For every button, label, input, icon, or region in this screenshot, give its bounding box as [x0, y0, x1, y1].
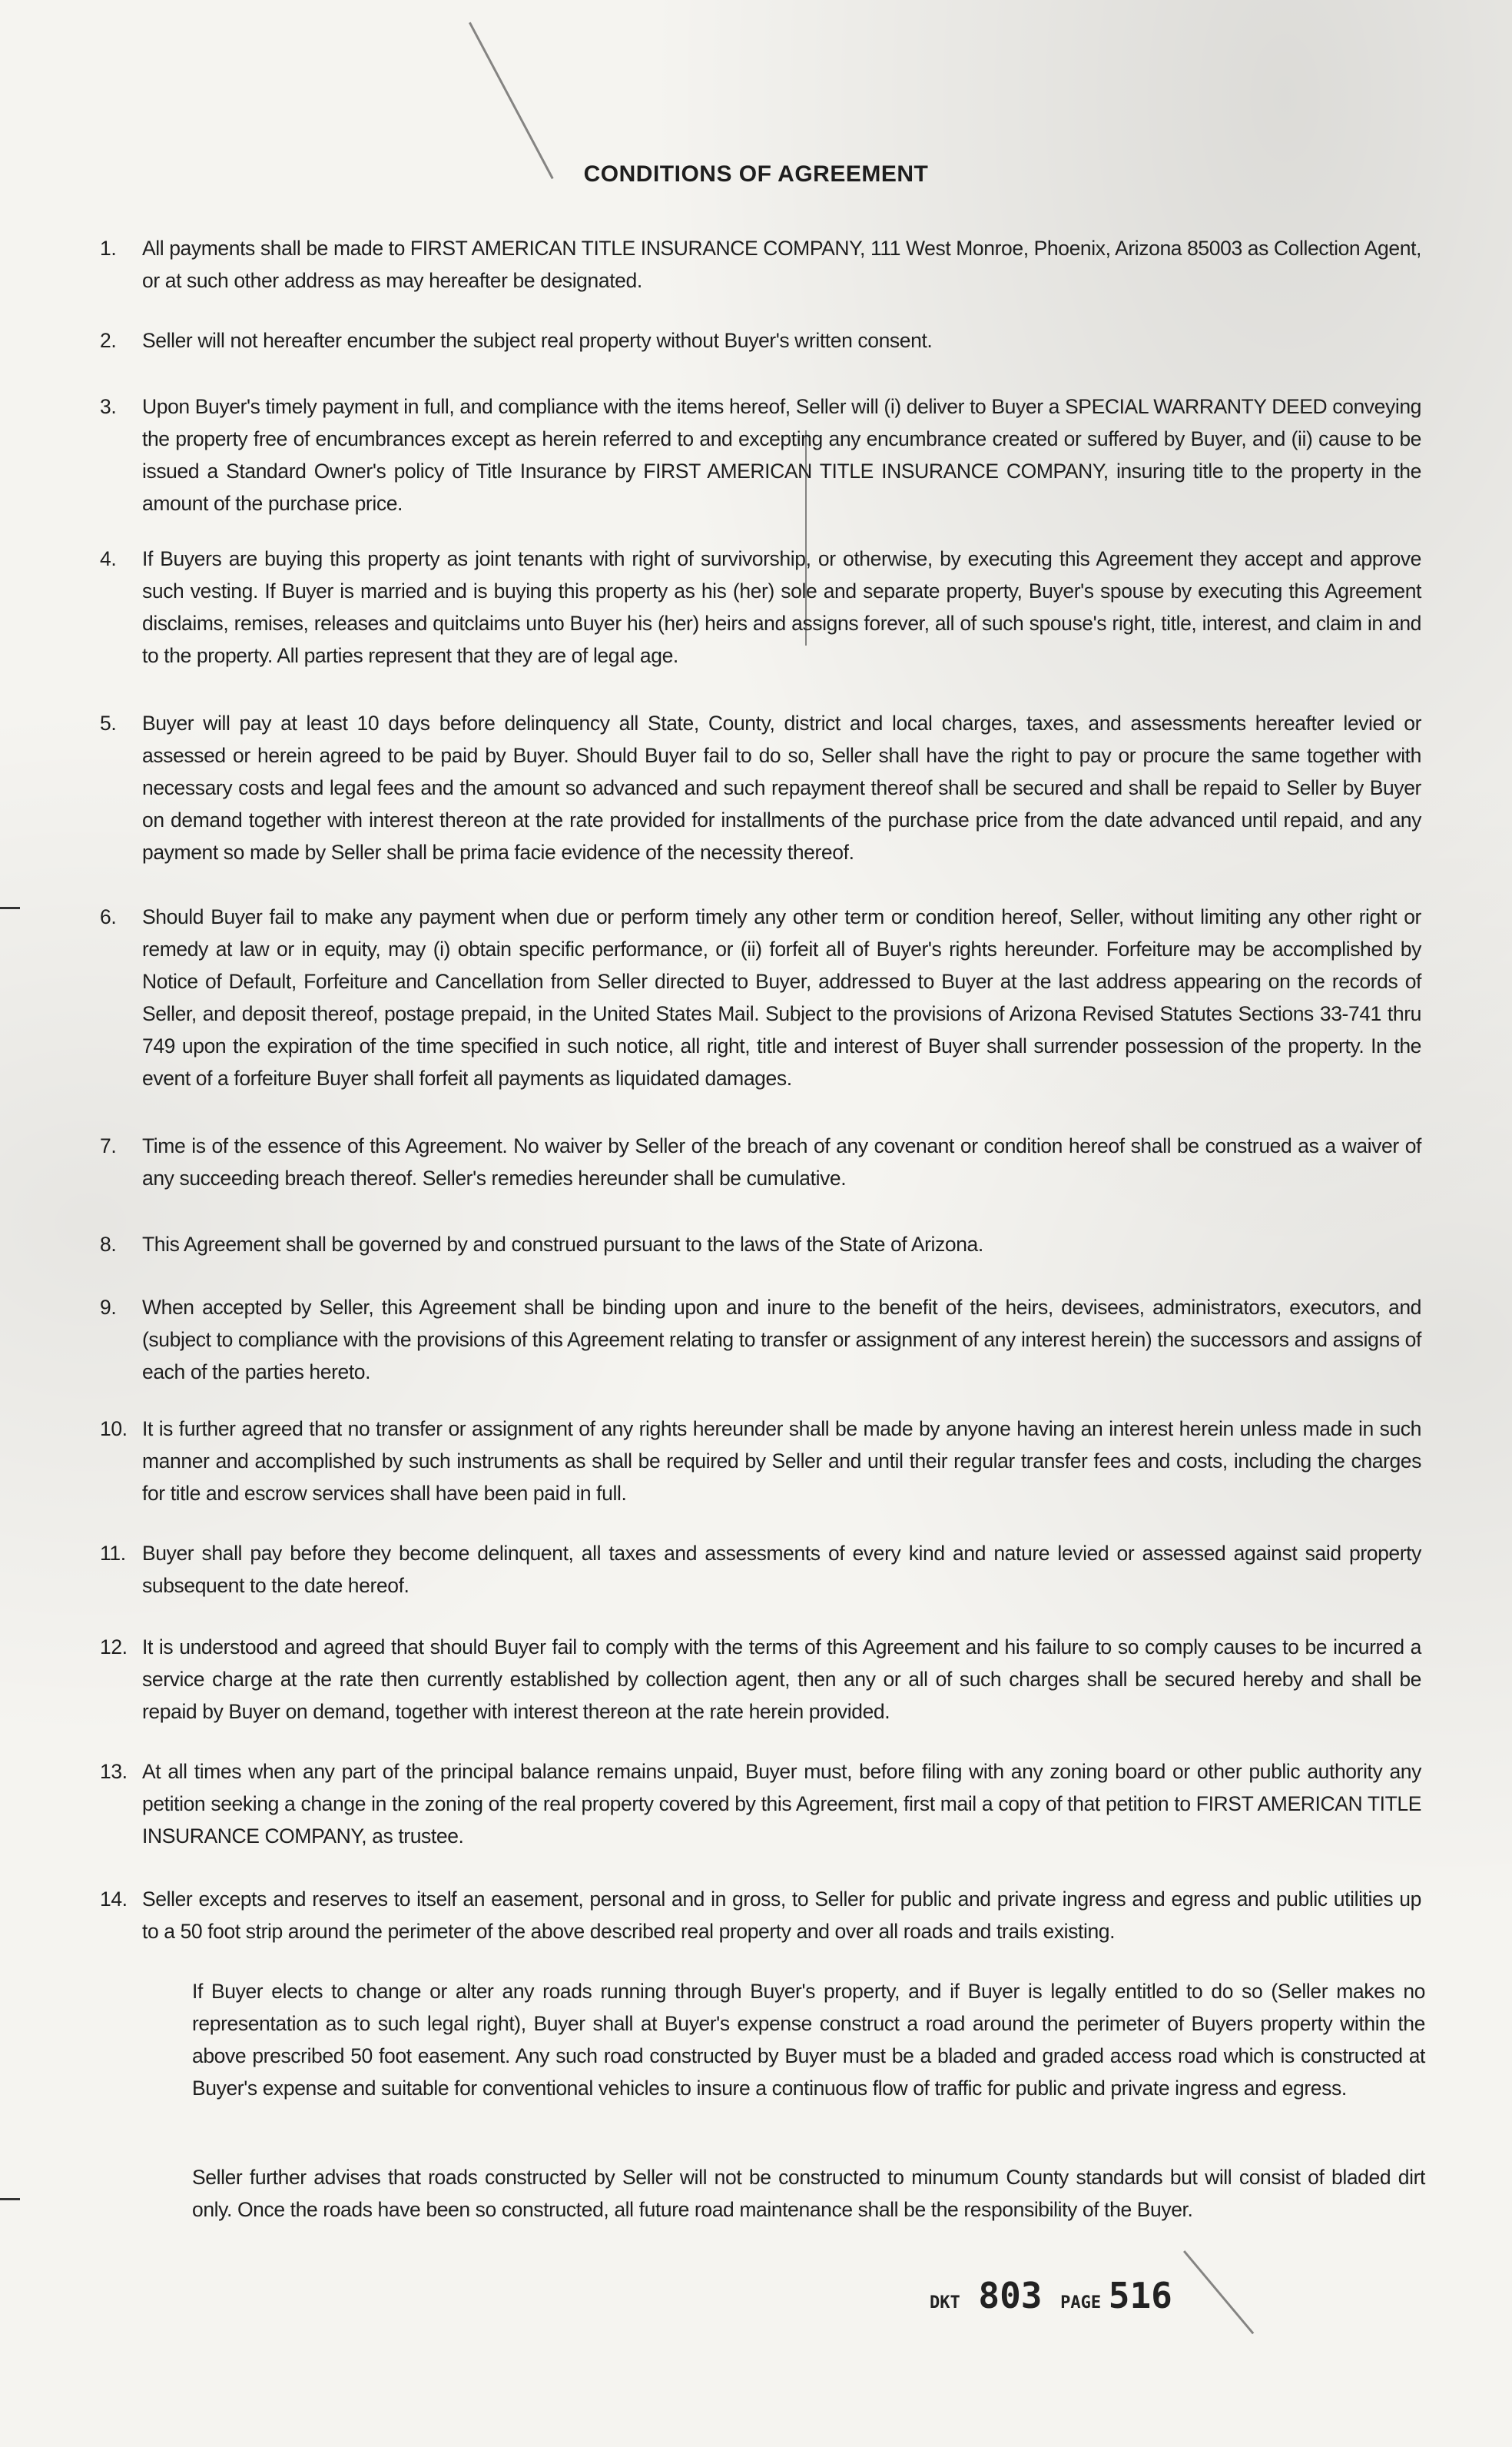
- clause-text: When accepted by Seller, this Agreement shall be binding upon and inure to the benefit of the heirs, devisees, administrators, executors, and (subject to compliance with the provisions of this Agreement relating to transfer or assignment of any interest herein) the successors and assigns of each of the parties hereto.: [142, 1296, 1421, 1383]
- clause-number: 9.: [100, 1296, 117, 1319]
- docket-number: 803: [978, 2275, 1043, 2316]
- clause-text: It is understood and agreed that should Buyer fail to comply with the terms of this Agreement and his failure to so comply causes to be incurred a service charge at the rate then currently established by collection agent, then any or all of such charges shall be secured hereby and shall be repaid by Buyer on demand, together with interest thereon at the rate herein provided.: [142, 1635, 1421, 1723]
- clause-1: [100, 232, 1421, 297]
- document-title: CONDITIONS OF AGREEMENT: [583, 161, 929, 187]
- clause-text: Upon Buyer's timely payment in full, and compliance with the items hereof, Seller will (i) deliver to Buyer a SPECIAL WARRANTY DEED conveying the property free of encumbrances except as herein referred to and excepting any encumbrance created or suffered by Buyer, and (ii) cause to be issued a Standard Owner's policy of Title Insurance by FIRST AMERICAN TITLE INSURANCE COMPANY, insuring title to the property in the amount of the purchase price.: [142, 395, 1421, 515]
- clause-number: 10.: [100, 1417, 128, 1440]
- recording-stamp: [930, 2275, 1172, 2316]
- clause-number: 7.: [100, 1134, 117, 1157]
- clause-14-subparagraph: If Buyer elects to change or alter any roads running through Buyer's property, and if Buyer is legally entitled to do so (Seller makes no representation as to such legal right), Buyer shall at Buyer's expense construct a road around the perimeter of Buyers property within the above prescribed 50 foot easement. Any such road constructed by Buyer must be a bladed and graded access road which is constructed at Buyer's expense and suitable for conventional vehicles to insure a continuous flow of traffic for public and private ingress and egress.: [192, 1980, 1425, 2100]
- scan-artifact-line: [469, 22, 554, 179]
- clause-text: All payments shall be made to FIRST AMERICAN TITLE INSURANCE COMPANY, 111 West Monroe, Phoenix, Arizona 85003 as Collection Agent, or at such other address as may hereafter be designated.: [142, 237, 1421, 292]
- clause-number: 4.: [100, 547, 117, 570]
- margin-mark: [0, 907, 20, 909]
- clause-5: [100, 707, 1421, 868]
- clause-10: [100, 1413, 1421, 1509]
- clause-number: 3.: [100, 395, 117, 418]
- clause-text: If Buyers are buying this property as joint tenants with right of survivorship, or otherwise, by executing this Agreement they accept and approve such vesting. If Buyer is married and is buying this property as his (her) sole and separate property, Buyer's spouse by executing this Agreement disclaims, remises, releases and quitclaims unto Buyer his (her) heirs and assigns forever, all of such spouse's right, title, interest, and claim in and to the property. All parties represent that they are of legal age.: [142, 547, 1421, 667]
- page-number: 516: [1108, 2275, 1172, 2316]
- clause-14-subparagraph: Seller further advises that roads constructed by Seller will not be constructed to minumum County standards but will consist of bladed dirt only. Once the roads have been so constructed, all future road maintenance shall be the responsibility of the Buyer.: [192, 2166, 1425, 2221]
- clause-2: [100, 324, 1421, 357]
- clause-text: Buyer shall pay before they become delinquent, all taxes and assessments of every kind and nature levied or assessed against said property subsequent to the date hereof.: [142, 1542, 1421, 1597]
- clause-text: It is further agreed that no transfer or assignment of any rights hereunder shall be made by anyone having an interest herein unless made in such manner and accomplished by such instruments as shall be required by Seller and until their regular transfer fees and costs, including the charges for title and escrow services shall have been paid in full.: [142, 1417, 1421, 1505]
- clause-text: At all times when any part of the principal balance remains unpaid, Buyer must, before filing with any zoning board or other public authority any petition seeking a change in the zoning of the real property covered by this Agreement, first mail a copy of that petition to FIRST AMERICAN TITLE INSURANCE COMPANY, as trustee.: [142, 1760, 1421, 1848]
- margin-mark: [0, 2198, 20, 2200]
- clause-text: Seller will not hereafter encumber the subject real property without Buyer's written consent.: [142, 329, 933, 352]
- clause-number: 14.: [100, 1888, 128, 1911]
- clause-text: This Agreement shall be governed by and construed pursuant to the laws of the State of Arizona.: [142, 1233, 983, 1256]
- clause-3: [100, 390, 1421, 520]
- clause-13: [100, 1755, 1421, 1852]
- clause-number: 2.: [100, 329, 117, 352]
- clause-number: 11.: [100, 1542, 126, 1565]
- clause-11: [100, 1537, 1421, 1602]
- clause-number: 13.: [100, 1760, 128, 1783]
- clause-number: 1.: [100, 237, 117, 260]
- clause-14: [100, 1883, 1421, 1947]
- clause-7: [100, 1130, 1421, 1194]
- clause-text: Time is of the essence of this Agreement. No waiver by Seller of the breach of any covenant or condition hereof shall be construed as a waiver of any succeeding breach thereof. Seller's remedies hereunder shall be cumulative.: [142, 1134, 1421, 1190]
- clause-number: 12.: [100, 1635, 128, 1658]
- clause-6: [100, 901, 1421, 1094]
- clause-number: 5.: [100, 712, 117, 735]
- clause-8: [100, 1228, 1421, 1260]
- clause-number: 6.: [100, 905, 117, 928]
- docket-label: DKT: [930, 2293, 960, 2313]
- scan-artifact-line: [1183, 2250, 1254, 2334]
- clause-12: [100, 1631, 1421, 1728]
- clause-4: [100, 543, 1421, 672]
- page-label: PAGE: [1060, 2293, 1102, 2313]
- clause-text: Seller excepts and reserves to itself an easement, personal and in gross, to Seller for public and private ingress and egress and public utilities up to a 50 foot strip around the perimeter of the above described real property and over all roads and trails existing.: [142, 1888, 1421, 1943]
- clause-number: 8.: [100, 1233, 117, 1256]
- clause-text: Should Buyer fail to make any payment when due or perform timely any other term or condition hereof, Seller, without limiting any other right or remedy at law or in equity, may (i) obtain specific performance, or (ii) forfeit all of Buyer's rights hereunder. Forfeiture may be accomplished by Notice of Default, Forfeiture and Cancellation from Seller directed to Buyer, addressed to Buyer at the last address appearing on the records of Seller, and deposit thereof, postage prepaid, in the United States Mail. Subject to the provisions of Arizona Revised Statutes Sections 33-741 thru 749 upon the expiration of the time specified in such notice, all right, title and interest of Buyer shall surrender possession of the property. In the event of a forfeiture Buyer shall forfeit all payments as liquidated damages.: [142, 905, 1421, 1090]
- clause-text: Buyer will pay at least 10 days before delinquency all State, County, district and local charges, taxes, and assessments hereafter levied or assessed or herein agreed to be paid by Buyer. Should Buyer fail to do so, Seller shall have the right to pay or procure the same together with necessary costs and legal fees and the amount so advanced and such repayment thereof shall be secured and shall be repaid to Seller by Buyer on demand together with interest thereon at the rate provided for installments of the purchase price from the date advanced until repaid, and any payment so made by Seller shall be prima facie evidence of the necessity thereof.: [142, 712, 1421, 864]
- clause-9: [100, 1291, 1421, 1388]
